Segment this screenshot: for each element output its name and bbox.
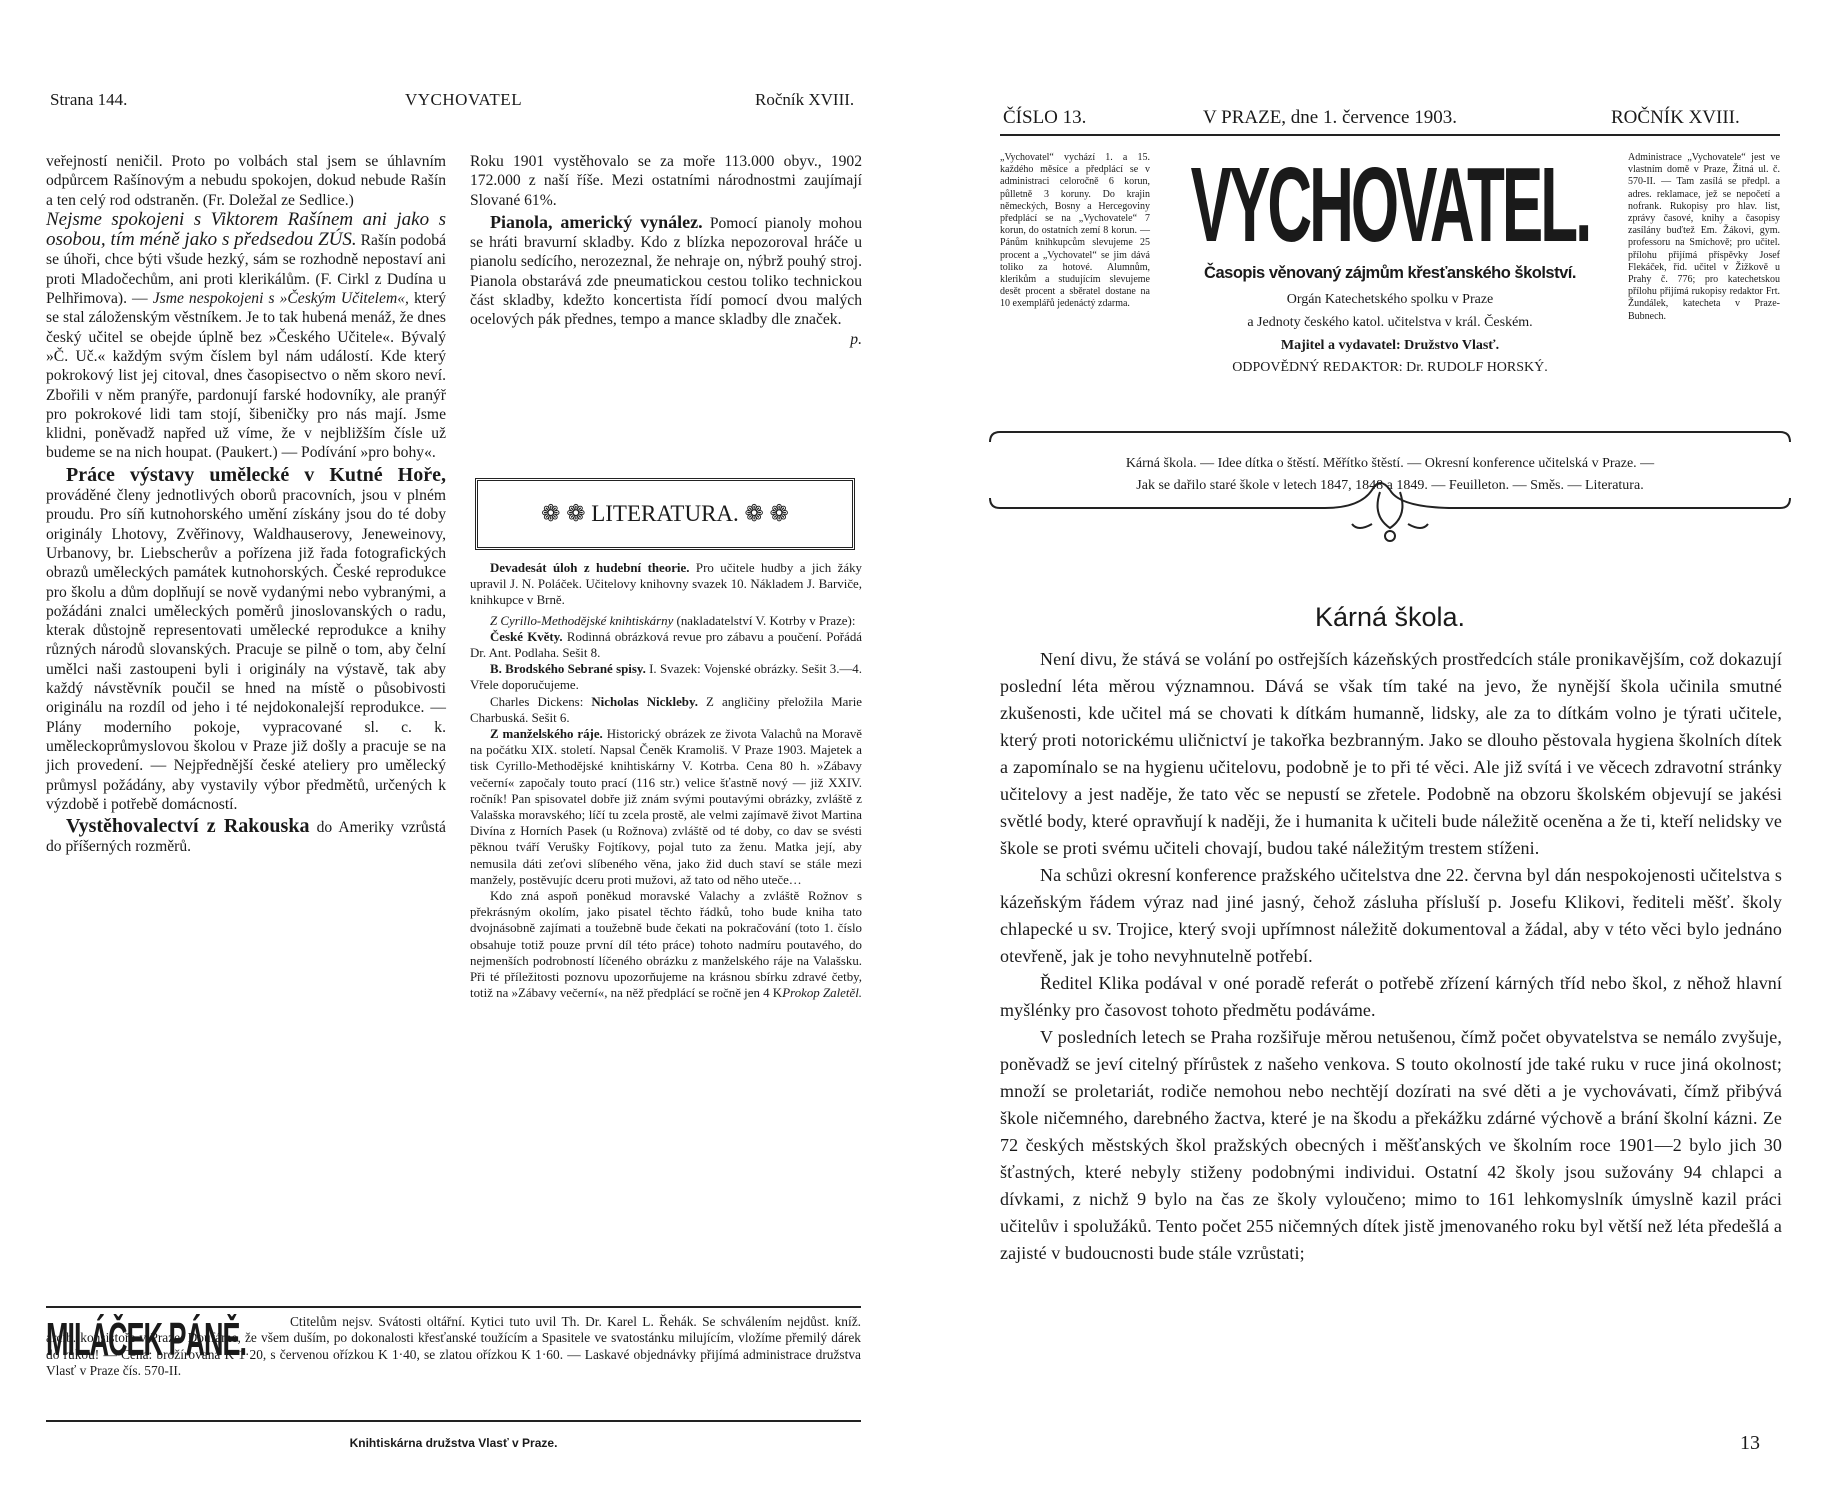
- article-paragraph: Ředitel Klika podával v oné poradě referát o potřebě zřízení kárných tříd nebo škol, z něhož hlavní myšlénky pro časovost tohoto předmětu podáváme.: [1000, 973, 1782, 1020]
- contents-line: Kárná škola. — Idee dítka o štěstí. Měřítko štěstí. — Okresní konference učitelská v Praze. —: [1125, 456, 1655, 471]
- signature: Prokop Zaletěl.: [782, 986, 862, 1001]
- left-volume: Ročník XVIII.: [755, 90, 855, 109]
- issue-date: V PRAZE, dne 1. července 1903.: [1203, 107, 1457, 128]
- organ-line: a Jednoty českého katol. učitelstva v král. Českém.: [1247, 315, 1533, 330]
- text-paragraph: Pomocí pianoly mohou se hráti bravurní skladby. Kdo z blízka nepozoroval hráče u pianolu sedícího, nerozeznal, že nehraje on, nýbrž pouhý stroj. Pianola obstarává zde pneumatickou cestou toliko technickou část skladby, kdežto koncertista řídí pomocí dvou malých ocelových pák přednes, tempo a mance skladby dle značek.: [470, 214, 862, 329]
- author-name: Charles Dickens:: [490, 694, 584, 709]
- right-page-number: 13: [1740, 1432, 1760, 1454]
- newspaper-title: VYCHOVATEL.: [1190, 147, 1590, 265]
- section-heading: Pianola, americký vynález.: [490, 211, 703, 232]
- literatura-title: ❁ ❁ LITERATURA. ❁ ❁: [541, 501, 789, 526]
- text-paragraph: který se stal záloženským věstníkem. Je to tak hubená menáž, že dnes český učitel se obejde úplně bez »Českého Učitele«. Bývalý »Č. Uč.« každým svým číslem byl nám událostí. Kde který pokrokový list jej citoval, dnes časopisectvo o něm skoro neví. Zbořili v něm pranýře, pardonují farské hodovníky, ale pranýř pro pokrokové lidi tam stojí, šibeničky pro nás mají. Jsme klidni, poněvadž napřed už víme, že v nejbližším čísle už budeme se na nich houpat. (Paukert.) — Podívání »pro bohy«.: [46, 290, 447, 462]
- book-text: Pro učitele hudby a jich žáky upravil J. N. Poláček. Učitelovy knihovny svazek 10. Nákladem J. Barviče, knihkupce v Brně.: [470, 561, 862, 608]
- masthead: [1160, 146, 1620, 376]
- book-text: (nakladatelství V. Kotrby v Praze):: [676, 613, 856, 628]
- wavy-rule: [46, 1420, 861, 1422]
- article-title: Kárná škola.: [1314, 602, 1466, 632]
- ad-text: Ctitelům nejsv. Svátosti oltářní. Kytici tuto uvil Th. Dr. Karel L. Řehák. Se schválením nejdůst. kníž. arcib. konsistoře v Praze. Doufáme, že všem duším, po dokonalosti křesťanské toužícím a Spasitele ve svatostánku milujícím, vložíme přemilý dárek do rukou! — Cena: brožírovaná K 1·20, s červenou ořízkou K 1·40, se zlatou ořízkou K 1·60. — Laskavé objednávky přijímá administrace družstva Vlasť v Praze čís. 570-II.: [46, 1314, 861, 1379]
- section-heading: Vystěhovalectví z Rakouska: [66, 815, 310, 838]
- text-paragraph: Roku 1901 vystěhovalo se za moře 113.000 obyv., 1902 172.000 z naší říše. Mezi ostatními národnostmi zaujímají Slované 61%.: [470, 153, 862, 209]
- book-title: B. Brodského Sebrané spisy.: [490, 662, 646, 677]
- text-paragraph: Rašín podobá se úhoři, chce býti všude hezký, sám se rozhodně nepostaví ani proti Mladočechům, ani proti klerikálům. (F. Cirkl z Dudína u Pelhřimova). —: [46, 232, 447, 308]
- subscription-info: „Vychovatel“ vychází 1. a 15. každého měsíce a předplácí se v administraci celoročně 6 korun, půlletně 3 koruny. Do krajin německých, Bosny a Hercegoviny předplácí se na „Vychovatele“ 7 korun, do ostatních zemí 8 korun. — Pánům knihkupcům slevujeme 25 procent a „Vychovatel“ se jim dává toliko za hotové. Alumnům, klerikům a studujícím slevujeme desět procent a sběratel dostane na 10 exemplářů jedenáctý zdarma.: [1000, 152, 1150, 310]
- signature: p.: [850, 330, 862, 348]
- wavy-rule: [46, 1306, 861, 1308]
- contents-line: Jak se dařilo staré škole v letech 1847, 1848 a 1849. — Feuilleton. — Směs. — Literatura.: [1136, 478, 1644, 493]
- frame-bottom: [990, 498, 1790, 508]
- text-paragraph: prováděné členy jednotlivých oborů pracovních, jsou v plném proudu. Pro síň kutnohorského umění získány jsou do té doby originály Lhotovy, Zvěřinovy, Waldhauserovy, Jeneweinovy, Urbanovy, br. Liebscherův a pořízena již řada fotografických obrazů uměleckých památek kutnohorských. České reprodukce pro školu a dům doplňují se nově vydanými nebo vybranými, a požádáni znalci uměleckých poměrů jinoslovanských o radu, kterak důstojně representovati umělecké reprodukce a knihy různých národů slovanských. Pracuje se pilně o tom, aby čelní umělci naši zastoupeni byli i originály na výstavě, tak aby každý návstěvník poučil se hned na místě o působivosti originálu na rozdíl od jeho i té nejdokonalejší reprodukce. — Plány moderního pokoje, vypracované sl. c. k. uměleckoprůmyslovou školou v Praze již došly a pracuje se na jich provedení. — Nejpřednější české ateliery pro umělecký průmysl požádány, aby vystavily výbor předmětů, určených k výzdobě i potřebě domácností.: [46, 487, 446, 813]
- book-title: Devadesát úloh z hudební theorie.: [490, 561, 690, 575]
- text-paragraph: veřejností neničil. Proto po volbách stal jsem se úhlavním odpůrcem Rašínovým a nebudu spokojen, dokud nebude Rašín a ten celý rod odstraněn. (Fr. Doležal ze Sedlice.): [46, 153, 446, 209]
- book-text: I. Svazek: Vojenské obrázky. Sešit 3.—4. Vřele doporučujeme.: [470, 662, 862, 693]
- left-column-1: [46, 152, 446, 857]
- literature-list: [470, 560, 862, 1002]
- editor-line: ODPOVĚDNÝ REDAKTOR: Dr. RUDOLF HORSKÝ.: [1232, 360, 1548, 375]
- article-paragraph: Není divu, že stává se volání po ostřejších kázeňských prostředcích stále pronikavějším, což dokazují poslední léta měrou významnou. Dává se však tím také na jevo, že nynější škola učinila smutné zkušenosti, kde učitel má se chovati k dítkám humanně, lidsky, ale za to dítkám volno je týrati učitele, který proti notorickému uličnictví je takořka bezbranným. Jako se dlouho pěstovala hygiena školních dítek a zapomínalo se na hygienu učitelovu, podobně je to při té věci. Ale již svítá i ve věcech zdravotní stránky učitelovy a jest naděje, že tato věc se nepustí se zřetele. Podobně na obzoru školském objevují se jakési světlé body, které opravňují k naději, že i humanita k učiteli bude náležitě oceněna a že ti, kteří nelidsky ve škole se proti svému učiteli chovají, budou také náležitým trestem stíženi.: [1000, 649, 1782, 858]
- issue-number: ČÍSLO 13.: [1003, 107, 1087, 128]
- book-text: Z angličiny přeložila Marie Charbuská. Sešit 6.: [470, 694, 862, 725]
- book-text: Kdo zná aspoň poněkud moravské Valachy a zvláště Rožnov s překrásným okolím, jako pisatel těchto řádků, toho bude kniha tato dvojnásobně zajímati a toužebně bude čekati na pokračování (toto 1. číslo obsahuje totiž pouze první díl této práce) tohoto nadmíru poutavého, do nejmenších podrobností líčeného obrázku z manželského ráje na Valašsku. Při té příležitosti poznovu upozorňujeme na krásnou sbírku zdravé četby, totiž na »Zábavy večerní«, na něž předplácí se ročně jen 4 K.: [470, 889, 862, 1001]
- book-text: Rodinná obrázková revue pro zábavu a poučení. Pořádá Dr. Ant. Podlaha. Sešit 8.: [470, 629, 862, 661]
- publisher-name: Z Cyrillo-Methodějské knihtiskárny: [490, 613, 674, 628]
- organ-line: Orgán Katechetského spolku v Praze: [1286, 292, 1494, 307]
- article-paragraph: V posledních letech se Praha rozšiřuje měrou netušenou, čímž počet obyvatelstva se nemálo zvyšuje, poněvadž se jeví citelný přírůstek z našeho venkova. S touto okolností jde také ruku v ruce jiná okolnost; množí se proletariát, rodiče nemohou nebo nechtějí dozírati na své děti a je vychovávati, čímž přibývá škole ničemného, darebného žactva, které je na škodu a překážku zdárné výchově a brání školní kázni. Ze 72 českých městských škol pražských obecných i měšťanských ve školním roce 1901—2 bylo jich 30 šťastných, které nebyly stiženy podobnými individui. Ostatní 42 školy jsou sužovány 94 chlapci a dívkami, z nichž 9 bylo na čas ze školy vyloučeno; mimo to 161 lehkomyslník úmyslně kazil práci učitelův i spolužáků. Tento počet 255 ničemných dítek jistě jmenovaného roku byl větší než léta předešlá a zajisté v budoucnosti bude stále vzrůstati;: [1000, 1027, 1782, 1263]
- italic-heading: Nejsme spokojeni s Viktorem Rašínem ani jako s osobou, tím méně jako s předsedou ZÚS.: [46, 208, 446, 251]
- italic-heading: Jsme nespokojeni s »Českým Učitelem«,: [152, 290, 409, 308]
- newspaper-subtitle: Časopis věnovaný zájmům křesťanského školství.: [1204, 264, 1576, 282]
- ad-block: [46, 1314, 861, 1414]
- frame-top: [990, 432, 1790, 442]
- header-rule: [1000, 134, 1780, 136]
- literatura-box: [475, 478, 855, 550]
- book-title: České Květy.: [490, 629, 563, 644]
- left-column-2: [470, 152, 862, 349]
- administration-info: Administrace „Vychovatele“ jest ve vlastním domě v Praze, Žitná ul. č. 570-II. — Tam zasílá se předpl. a adres. reklamace, jež se nepočetí a nofrank. Rukopisy pro hlav. list, zprávy časové, knihy a časopisy zasílány buďtež Em. Žákovi, gym. professoru na Smíchově; pro učitel. přílohu přijímá příspěvky Josef Flekáček, řid. učitel v Žižkově u Prahy č. 776; pro katechetskou přílohu přijímá rukopisy redaktor Frt. Žundálek, katecheta v Praze-Bubnech.: [1628, 152, 1780, 322]
- issue-volume: ROČNÍK XVIII.: [1611, 107, 1740, 128]
- book-text: Historický obrázek ze života Valachů na Moravě na počátku XIX. století. Napsal Čeněk Kramoliš. V Praze 1903. Majetek a tisk Cyrillo-Methodějské knihtiskárny V. Kotrba. Cena 80 h. »Zábavy večerní« započaly touto prací (116 str.) velice šťastně nový — již XXIV. ročník! Pan spisovatel dobře již znám svými poutavými obrázky, zvláště z Valašska moravského; líčí tu zcela prostě, ale velmi zajímavě život Martina Divína z Horních Pasek (u Rožnova) zvláště od té doby, co dav se svésti pěknou tváří Verušky Fojtíkovy, pojal tuto za ženu. Matka její, aby nemusila dáti zeťovi slíbeného věna, jako žid duch staví se stále mezi manžely, postěvujíc dceru proti mužovi, až tato od něho uteče…: [470, 727, 862, 887]
- ad-title: MILÁČEK PÁNĚ.: [46, 1314, 247, 1365]
- article-paragraph: Na schůzi okresní konference pražského učitelstva dne 22. června byl dán nespokojenosti učitelstva s kázeňským řádem výraz nad jiné jasný, čehož zásluha přísluší p. Josefu Klikovi, řediteli měšť. školy chlapecké u sv. Trojice, který svoji upřímnost náležitě dokumentoval a žádal, aby v této věci bylo jednáno otevřeně, jak je toho nevyhnutelně potřebí.: [1000, 865, 1782, 966]
- printer-footer: Knihtiskárna družstva Vlasť v Praze.: [349, 1436, 558, 1450]
- publisher-line: Majitel a vydavatel: Družstvo Vlasť.: [1280, 338, 1500, 353]
- book-title: Z manželského ráje.: [490, 727, 603, 742]
- section-heading: Práce výstavy umělecké v Kutné Hoře,: [66, 463, 446, 486]
- book-title: Nicholas Nickleby.: [591, 694, 698, 709]
- text-paragraph: do Ameriky vzrůstá do příšerných rozměrů.: [46, 819, 446, 856]
- left-page-number: Strana 144.: [50, 90, 128, 109]
- article-body: [1000, 646, 1782, 1267]
- left-running-title: VYCHOVATEL: [405, 90, 523, 109]
